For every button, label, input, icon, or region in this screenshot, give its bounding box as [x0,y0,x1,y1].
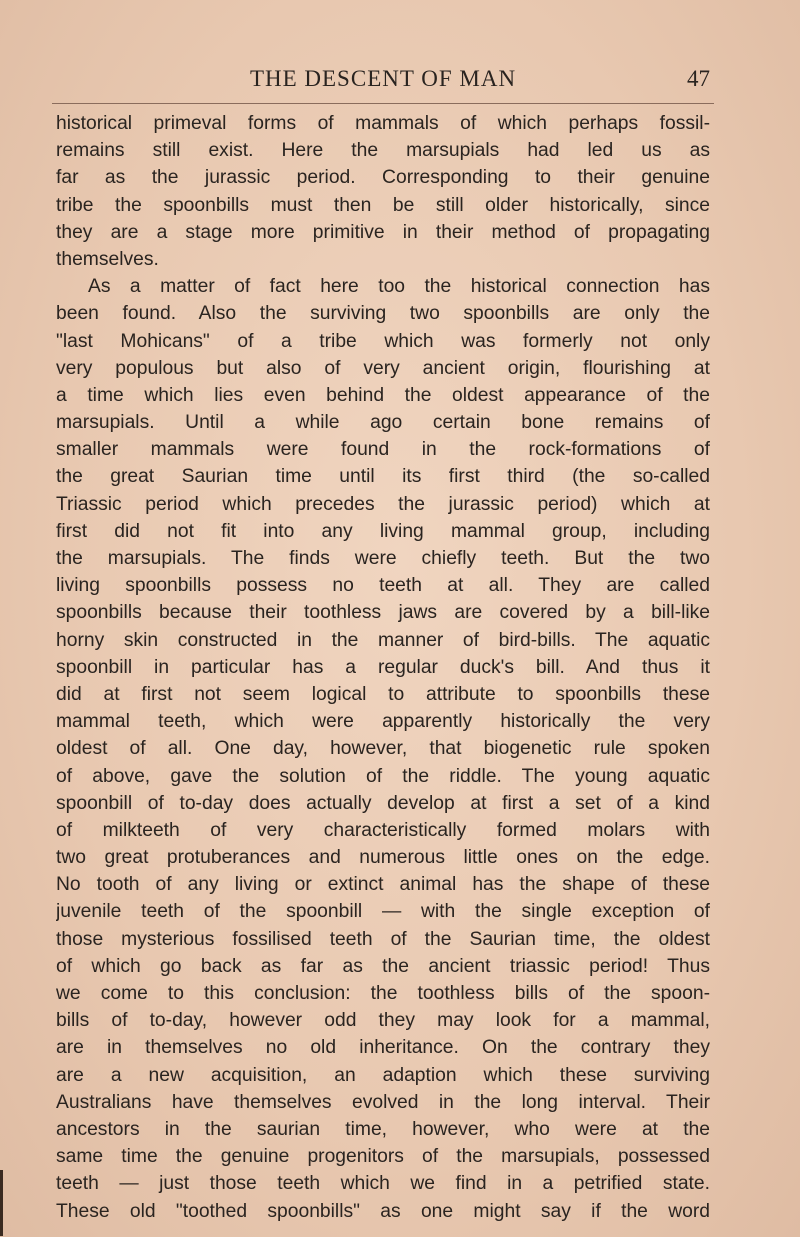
text-line: first did not fit into any living mammal group, including [56,520,710,542]
text-line: Triassic period which precedes the jurassic period) which at [56,493,710,515]
text-line: spoonbill of to-day does actually develop at first a set of a kind [56,792,710,814]
text-line: marsupials. Until a while ago certain bone remains of [56,412,710,434]
text-line: "last Mohicans" of a tribe which was formerly not only [56,330,710,352]
text-line: historical primeval forms of mammals of which perhaps fossil- [56,113,710,134]
text-line: mammal teeth, which were apparently historically the very [56,711,710,733]
text-line: those mysterious fossilised teeth of the Saurian time, the oldest [56,928,710,950]
text-line: smaller mammals were found in the rock-formations of [56,439,710,461]
text-line: spoonbills because their toothless jaws are covered by a bill-like [56,602,710,624]
text-line: horny skin constructed in the manner of bird-bills. The aquatic [56,629,710,651]
page-number: 47 [687,66,710,91]
text-line: themselves. [56,248,159,270]
text-line: These old "toothed spoonbills" as one might say if the word [56,1200,710,1222]
text-line: teeth — just those teeth which we find in a petrified state. [56,1173,710,1195]
text-line: a time which lies even behind the oldest appearance of the [56,384,710,406]
text-line: did at first not seem logical to attribute to spoonbills these [56,683,710,705]
text-line: bills of to-day, however odd they may look for a mammal, [56,1010,710,1032]
body-text [56,110,710,1225]
text-line: very populous but also of very ancient origin, flourishing at [56,357,710,379]
text-line: ancestors in the saurian time, however, who were at the [56,1118,710,1140]
text-line: the marsupials. The finds were chiefly teeth. But the two [56,548,710,569]
text-line: juvenile teeth of the spoonbill — with the single exception of [56,901,710,923]
page-edge-mark [0,1170,3,1236]
header-rule [52,103,714,104]
text-line: the great Saurian time until its first third (the so-called [56,466,710,488]
running-title: THE DESCENT OF MAN [249,66,517,91]
text-line: are a new acquisition, an adaption which these surviving [56,1064,710,1086]
text-line: of above, gave the solution of the riddle. The young aquatic [56,765,710,787]
text-line: same time the genuine progenitors of the marsupials, possessed [56,1146,710,1168]
page-header [56,66,710,102]
text-line: remains still exist. Here the marsupials had led us as [56,140,710,162]
text-line: two great protuberances and numerous little ones on the edge. [56,847,710,869]
text-line: of which go back as far as the ancient triassic period! Thus [56,955,710,977]
text-line: living spoonbills possess no teeth at all. They are called [56,575,710,597]
text-line: tribe the spoonbills must then be still older historically, since [56,194,710,216]
text-line: of milkteeth of very characteristically formed molars with [56,819,710,841]
text-line: we come to this conclusion: the toothless bills of the spoon- [56,983,710,1004]
text-line: spoonbill in particular has a regular duck's bill. And thus it [56,656,710,678]
text-line: Australians have themselves evolved in the long interval. Their [56,1091,710,1113]
text-line: No tooth of any living or extinct animal has the shape of these [56,874,710,896]
text-line: oldest of all. One day, however, that biogenetic rule spoken [56,738,710,760]
text-line: they are a stage more primitive in their method of propagating [56,221,710,243]
text-line: As a matter of fact here too the historical connection has [88,276,710,298]
text-line: far as the jurassic period. Corresponding to their genuine [56,167,710,189]
text-line: are in themselves no old inheritance. On the contrary they [56,1037,710,1059]
text-line: been found. Also the surviving two spoonbills are only the [56,303,710,325]
